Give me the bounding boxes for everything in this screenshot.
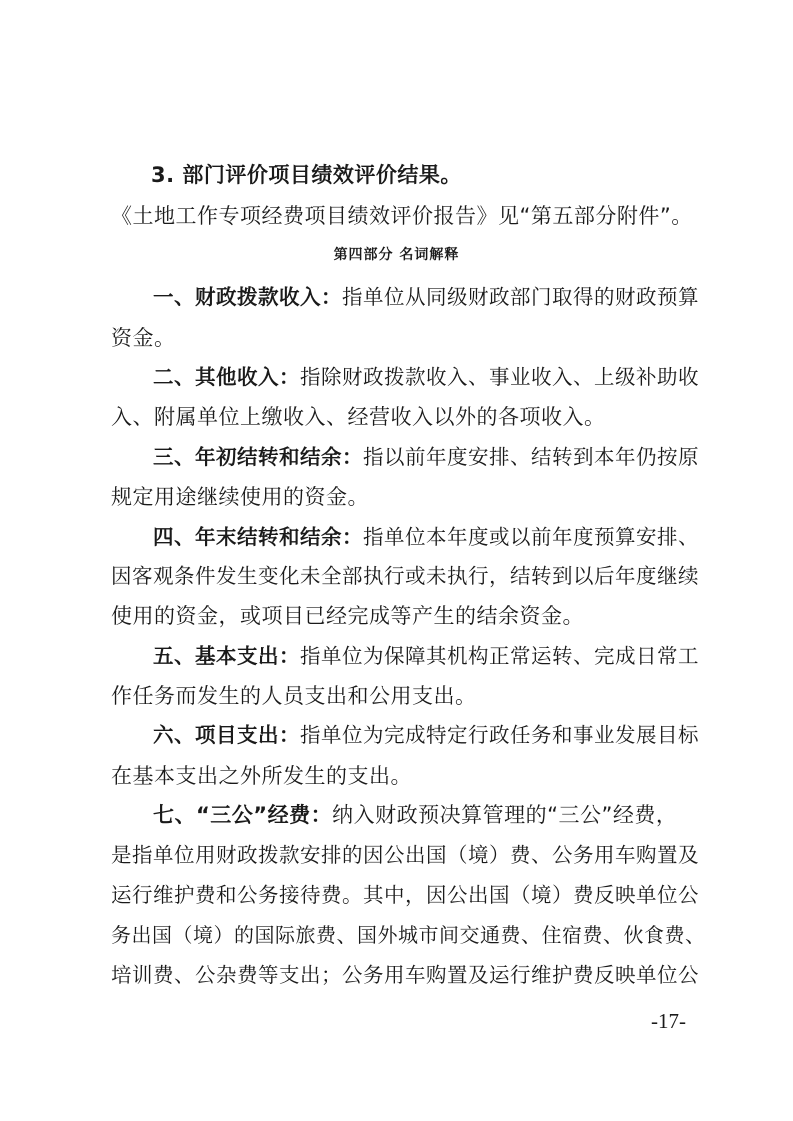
term-text-line: 因客观条件发生变化未全部执行或未执行，结转到以后年度继续: [111, 564, 699, 588]
section-title: 第四部分 名词解释: [333, 247, 460, 263]
item3-heading: 3. 部门评价项目绩效评价结果。: [151, 163, 462, 187]
term-paragraph-7: [153, 800, 677, 830]
term-text: 指单位为完成特定行政任务和事业发展目标: [300, 723, 699, 747]
term-label: 七、“三公”经费：: [153, 803, 333, 827]
term-label: 三、年初结转和结余：: [153, 445, 363, 469]
term-paragraph-6: [153, 720, 699, 750]
term-text-line: 规定用途继续使用的资金。: [111, 485, 369, 509]
term-label: 五、基本支出：: [153, 644, 300, 668]
term-text: 指除财政拨款收入、事业收入、上级补助收: [300, 365, 699, 389]
term-label: 六、项目支出：: [153, 723, 300, 747]
term-text-line: 资金。: [111, 326, 176, 350]
term-text-line: 是指单位用财政拨款安排的因公出国（境）费、公务用车购置及: [111, 843, 699, 867]
term-paragraph-3: [153, 442, 699, 472]
term-label: 一、财政拨款收入：: [153, 285, 342, 309]
page-number: -17-: [651, 1009, 686, 1033]
term-text-line: 培训费、公杂费等支出；公务用车购置及运行维护费反映单位公: [111, 963, 699, 987]
term-text-line: 运行维护费和公务接待费。其中，因公出国（境）费反映单位公: [111, 883, 699, 907]
term-text: 指以前年度安排、结转到本年仍按原: [363, 445, 699, 469]
term-paragraph-2: [153, 362, 699, 392]
term-text: 指单位为保障其机构正常运转、完成日常工: [300, 644, 699, 668]
term-paragraph-4: [153, 522, 699, 552]
term-label: 四、年末结转和结余：: [153, 525, 363, 549]
item3-text: 《土地工作专项经费项目绩效评价报告》见“第五部分附件”。: [111, 204, 693, 228]
term-paragraph-1: [153, 282, 699, 312]
term-paragraph-5: [153, 641, 699, 671]
term-text: 指单位从同级财政部门取得的财政预算: [342, 285, 699, 309]
term-text-line: 作任务而发生的人员支出和公用支出。: [111, 684, 477, 708]
term-text-line: 使用的资金，或项目已经完成等产生的结余资金。: [111, 604, 584, 628]
term-text: 指单位本年度或以前年度预算安排、: [363, 525, 699, 549]
term-text: 纳入财政预决算管理的“三公”经费，: [332, 803, 678, 827]
term-label: 二、其他收入：: [153, 365, 300, 389]
term-text-line: 入、附属单位上缴收入、经营收入以外的各项收入。: [111, 405, 606, 429]
term-text-line: 务出国（境）的国际旅费、国外城市间交通费、住宿费、伙食费、: [111, 923, 706, 947]
term-text-line: 在基本支出之外所发生的支出。: [111, 764, 412, 788]
